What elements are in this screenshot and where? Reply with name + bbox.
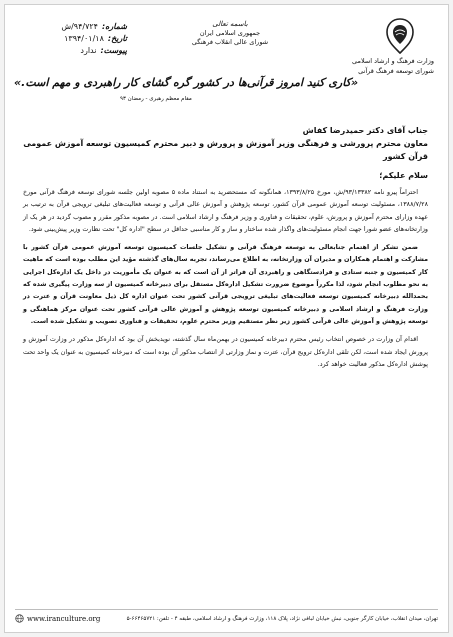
recipient-name: جناب آقای دکتر حمیدرضا کفاش <box>302 126 428 135</box>
logo-line-2: شورای توسعه فرهنگ قرآنی <box>358 67 434 75</box>
recipient-title: معاون محترم پرورشی و فرهنگی وزیر آموزش و پرورش و دبیر محترم کمیسیون توسعه آموزش عمومی قرآن کشور <box>23 139 428 161</box>
footer-website[interactable]: www.iranculture.org <box>27 614 101 623</box>
globe-icon <box>15 614 24 623</box>
government-line-1: جمهوری اسلامی ایران <box>199 29 261 37</box>
salutation: سلام علیکم؛ <box>379 171 428 180</box>
ref-number-label: شماره: <box>101 22 127 31</box>
header-center <box>155 19 305 47</box>
footer-website-wrap <box>15 614 100 623</box>
ref-attachment <box>27 45 127 57</box>
ref-date-value: ۱۳۹۴/۰۱/۱۸ <box>64 34 104 43</box>
ref-number <box>27 21 127 33</box>
ref-number-value: ۹۴/۷۲۴/ش <box>61 22 98 31</box>
footer-address: تهران، میدان انقلاب، خیابان کارگر جنوبی، نبش خیابان لبافی نژاد، پلاک ۱۱۸، وزارت فرهنگ و ارشاد اسلامی، طبقه ۴ - تلفن: ۶۶۴۶۵۷۲۱-۵ <box>126 615 438 622</box>
government-line-2: شورای عالی انقلاب فرهنگی <box>191 38 269 46</box>
bismillah: باسمه تعالی <box>212 20 248 28</box>
ref-date-label: تاریخ: <box>107 34 127 43</box>
motto-quote: «کاری کنید امروز قرآنی‌ها در کشور گره گشای کار راهبردی و مهم است.» <box>14 76 358 89</box>
logo-line-1: وزارت فرهنگ و ارشاد اسلامی <box>352 57 434 65</box>
letter-page <box>4 4 449 633</box>
ref-date <box>27 33 127 45</box>
ref-attachment-value: ندارد <box>80 46 97 55</box>
paragraph-3: اقدام آن وزارت در خصوص انتخاب رئیس محترم دبیرخانه کمیسیون در بهمن‌ماه سال گذشته، نویدبخش آن بود که اداره‌کل مذکور در وزارت آموزش و پرورش ایجاد شده است، لکن تلقی اداره‌کل ترویج قرآن، عترت و نماز وزارتی از انتصاب مذکور آن بوده است که دبیرخانه کمیسیون به عنوان یک واحد تحت پوشش اداره‌کل مذکور فعالیت خواهد کرد. <box>23 336 428 368</box>
quote-source: مقام معظم رهبری - رمضان ۹۳ <box>120 96 192 102</box>
footer <box>15 609 438 623</box>
letter-body <box>23 124 428 377</box>
emblem-icon <box>383 17 417 55</box>
reference-block <box>27 21 127 57</box>
paragraph-2: ضمن تشکر از اهتمام جنابعالی به توسعه فرهنگ قرآنی و تشکیل جلسات کمیسیون توسعه آموزش عمومی قرآن کشور با مشارکت و اهتمام همکاران و مدیران آن وزارتخانه، به اطلاع می‌رساند، تجربه سال‌های گذشته مؤید این مطلب بوده است که ماهیت کار کمیسیون و جنبه ستادی و فرادستگاهی و راهبردی آن فراتر از آن است که به عنوان یک مأموریت در داخل یک اداره‌کل اجرایی به نحو مطلوب انجام شود، لذا مکرراً موضوع ضرورت تشکیل اداره‌کل مستقل برای دبیرخانه کمیسیون از سه وزارت پیگیری شده که بحمدالله دبیرخانه کمیسیون توسعه فعالیت‌های تبلیغی ترویجی قرآنی کشور تحت عنوان اداره کل ذیل معاونت قرآن و عترت در وزارت فرهنگ و ارشاد اسلامی و دبیرخانه کمیسیون توسعه پژوهش و آموزش عالی قرآنی کشور تحت عنوان مرکز هماهنگی و توسعه پژوهش و آموزش عالی قرآنی کشور زیر نظر مستقیم وزیر محترم علوم، تحقیقات و فناوری تصویب و تشکیل شده است. <box>23 244 428 325</box>
paragraph-1: احتراماً پیرو نامه ۹۳/۱۳۳۸۲/ش، مورخ ۱۳۹۳/۸/۲۵، همانگونه که مستحضرید به استناد ماده ۵ مصوبه اولین جلسه شورای توسعه فرهنگ قرآنی مورخ ۱۳۸۸/۷/۲۸، مسئولیت توسعه آموزش عمومی قرآن کشور، توسعه پژوهش و آموزش عالی قرآنی و توسعه فعالیت‌های تبلیغی ترویجی قرآن به ترتیب بر عهده وزارای محترم آموزش و پرورش، علوم، تحقیقات و فناوری و وزیر فرهنگ و ارشاد اسلامی است. در مصوبه مذکور مقرر و مصوب گردید در هر یک از وزارتخانه‌های عضو شورا جهت انجام مسئولیت‌های واگذار شده ساختار و ساز و کار مناسبی حداقل در سطح "اداره کل" تحت نظارت وزیر پیش‌بینی شود. <box>23 189 428 233</box>
ref-attachment-label: پیوست: <box>100 46 127 55</box>
council-logo <box>352 17 434 75</box>
